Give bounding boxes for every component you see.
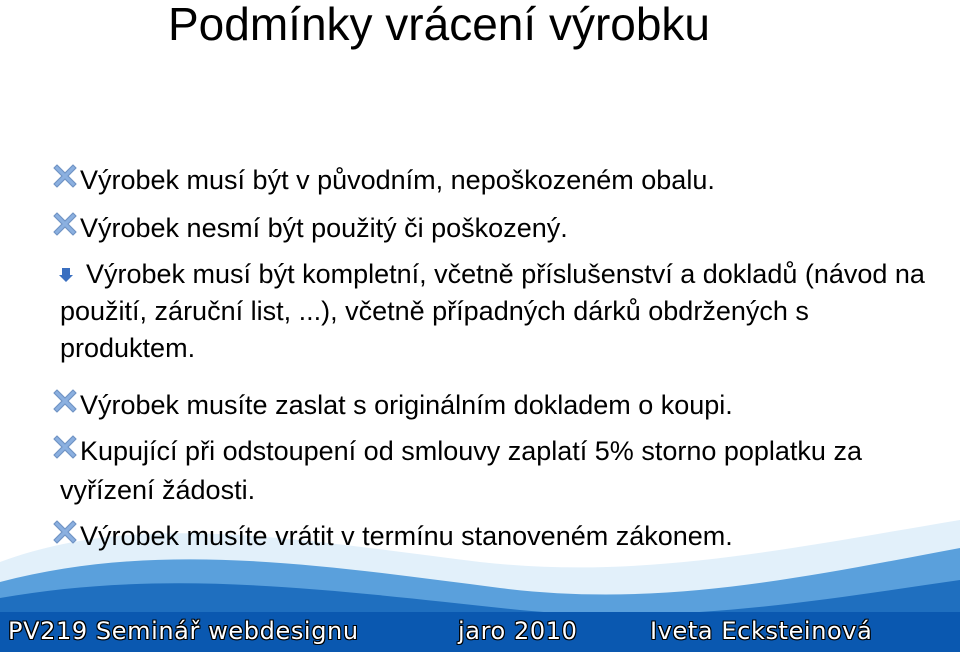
x-mark-icon (50, 386, 80, 420)
bullet-item: Výrobek nesmí být použitý či poškozený. (60, 203, 940, 247)
bullet-item: Kupující při odstoupení od smlouvy zaplatí 5% storno poplatku za vyřízení žádosti. (60, 426, 940, 510)
arrow-down-icon (58, 267, 74, 283)
footer-course: PV219 Seminář webdesignu (8, 617, 359, 645)
slide-title: Podmínky vrácení výrobku (168, 0, 711, 50)
footer-author: Iveta Ecksteinová (650, 617, 873, 645)
bullet-item: Výrobek musí být v původním, nepoškozeném obalu. (60, 155, 940, 199)
bullet-item: Výrobek musíte vrátit v termínu stanoveném zákonem. (60, 511, 940, 555)
x-mark-icon (50, 432, 80, 466)
bullet-item: Výrobek musíte zaslat s originálním dokladem o koupi. (60, 380, 940, 424)
x-mark-icon (50, 209, 80, 243)
footer-term: jaro 2010 (458, 617, 578, 645)
x-mark-icon (50, 517, 80, 551)
footer-bar (0, 612, 960, 652)
bullet-item: Výrobek musí být kompletní, včetně příslušenství a dokladů (návod na použití, záruční list, ...), včetně případných dárků obdržených s produktem. (60, 259, 925, 363)
x-mark-icon (50, 161, 80, 195)
